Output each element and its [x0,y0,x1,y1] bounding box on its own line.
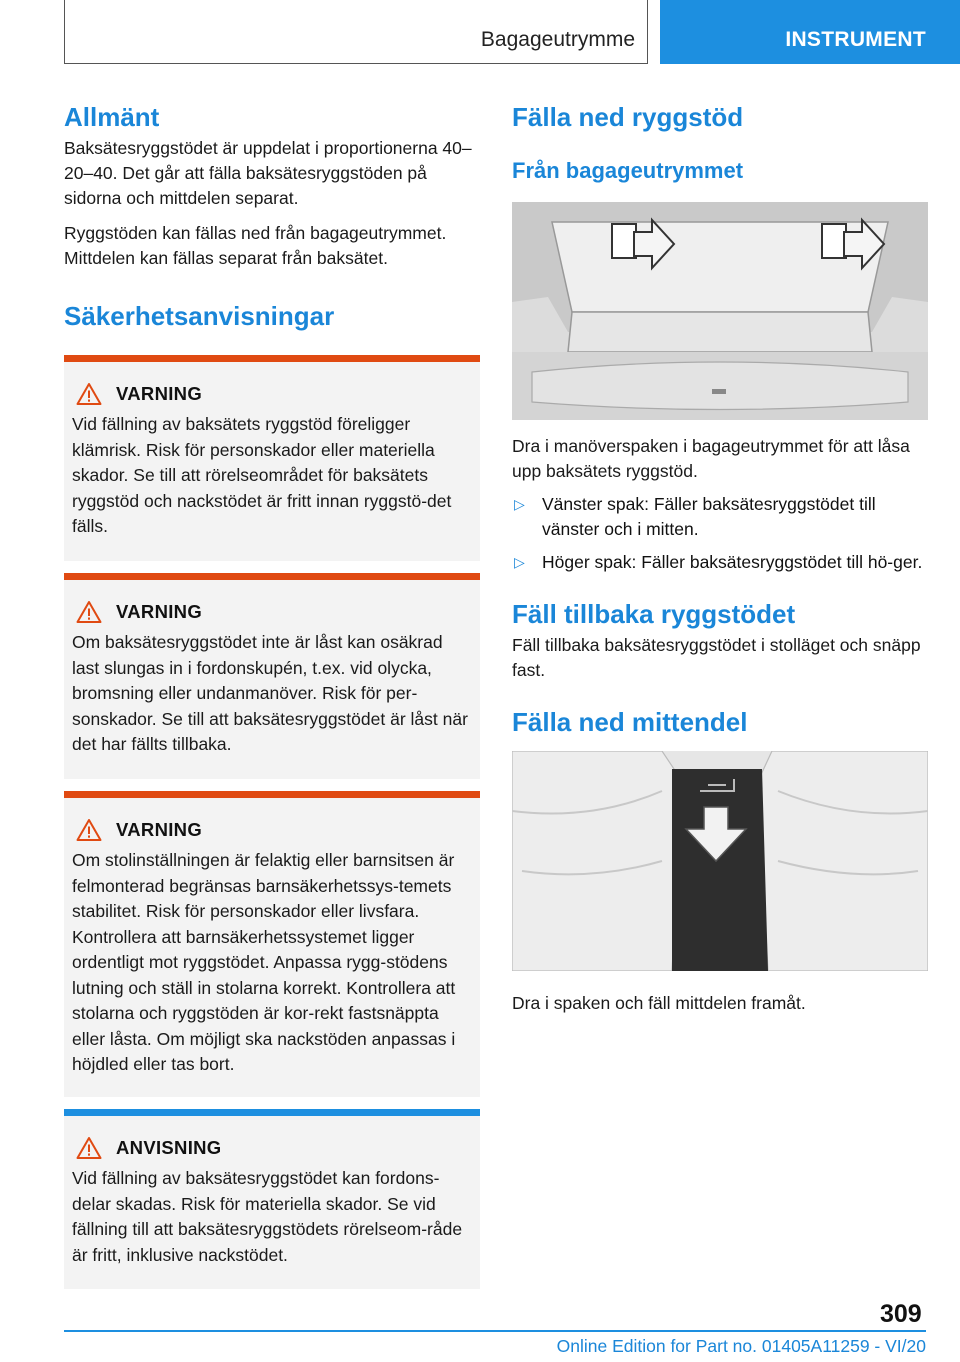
right-column [512,100,928,1016]
warning-triangle-icon [76,382,102,406]
list-item: ▷ Höger spak: Fäller baksätesryggstödet till hö-ger. [512,550,928,575]
warning-text: Om baksätesryggstödet inte är låst kan osäkrad last slungas in i fordonskupén, t.ex. vid olycka, bromsning eller undanmanöver. Risk för per-sonskador. Se till att baksätesryggstödet är låst när det har fällts tillbaka. [72,632,468,754]
left-column [64,100,480,1289]
center-heading: Fälla ned mittendel [512,707,748,737]
footer-edition: Online Edition for Part no. 01405A11259 - VI/20 [556,1336,926,1356]
lever-list [512,492,928,575]
warning-label: VARNING [116,383,203,404]
warning-box-3 [64,791,480,1097]
footer-divider [64,1330,926,1332]
fold-back-text: Fäll tillbaka baksätesryggstödet i stolläget och snäpp fast. [512,635,921,680]
safety-heading: Säkerhetsanvisningar [64,301,335,331]
notice-box [64,1109,480,1289]
warning-label: VARNING [116,819,203,840]
warning-box-2 [64,573,480,779]
trunk-illustration [512,202,928,420]
center-seat-illustration [512,751,928,971]
warning-text: Om stolinställningen är felaktig eller barnsitsen är felmonterad begränsas barnsäkerhetssys-temets stabilitet. Risk för personskador eller livsfara. Kontrollera att barnsäkerhetssystemet ligger ordentligt mot ryggstödet. Anpassa rygg-stödens lutning och ställ in stolarna korrekt. Kontrollera att stolarna och ryggstöden är kor-rekt fastsnäppta eller låsta. Om möjligt ska nackstöden anpassas i höjdled eller tas bort. [72,850,456,1074]
notice-label: ANVISNING [116,1137,222,1158]
center-text: Dra i spaken och fäll mittdelen framåt. [512,993,806,1013]
header-tab[interactable] [660,0,960,64]
center-seat-image [512,751,928,971]
header-tab-label: INSTRUMENT [785,28,926,51]
list-item: ▷ Vänster spak: Fäller baksätesryggstödet till vänster och i mitten. [514,494,876,539]
bullet-triangle-icon: ▷ [514,496,525,512]
warning-triangle-icon [76,600,102,624]
fold-back-heading: Fäll tillbaka ryggstödet [512,599,796,629]
warning-triangle-icon [76,818,102,842]
general-paragraph-1: Baksätesryggstödet är uppdelat i proportionerna 40–20–40. Det går att fälla baksätesryggstöden på sidorna och mittdelen separat. [64,138,472,208]
general-heading: Allmänt [64,102,160,132]
header-section-box [64,0,648,64]
from-trunk-text: Dra i manöverspaken i bagageutrymmet för att låsa upp baksätets ryggstöd. [512,436,910,481]
warning-text: Vid fällning av baksätets ryggstöd föreligger klämrisk. Risk för personskador eller materiella skador. Se till att rörelseområdet för baksätets ryggstöd och nackstödet är fritt innan ryggstö-det fälls. [72,414,452,536]
notice-text: Vid fällning av baksätesryggstödet kan fordons-delar skadas. Risk för materiella skador. Se vid fällning till att baksätesryggstödets rörelseom-råde är fritt, inklusive nackstödet. [72,1168,463,1265]
fold-heading: Fälla ned ryggstöd [512,102,744,132]
general-paragraph-2: Ryggstöden kan fällas ned från bagageutrymmet. Mittdelen kan fällas separat från baksätet. [64,223,447,268]
trunk-image [512,202,928,420]
bullet-triangle-icon: ▷ [514,554,525,570]
warning-label: VARNING [116,601,203,622]
page-number: 309 [880,1300,922,1328]
warning-box-1 [64,355,480,561]
from-trunk-heading: Från bagageutrymmet [512,158,744,183]
header-section-title: Bagageutrymme [480,28,635,51]
warning-triangle-icon [76,1136,102,1160]
